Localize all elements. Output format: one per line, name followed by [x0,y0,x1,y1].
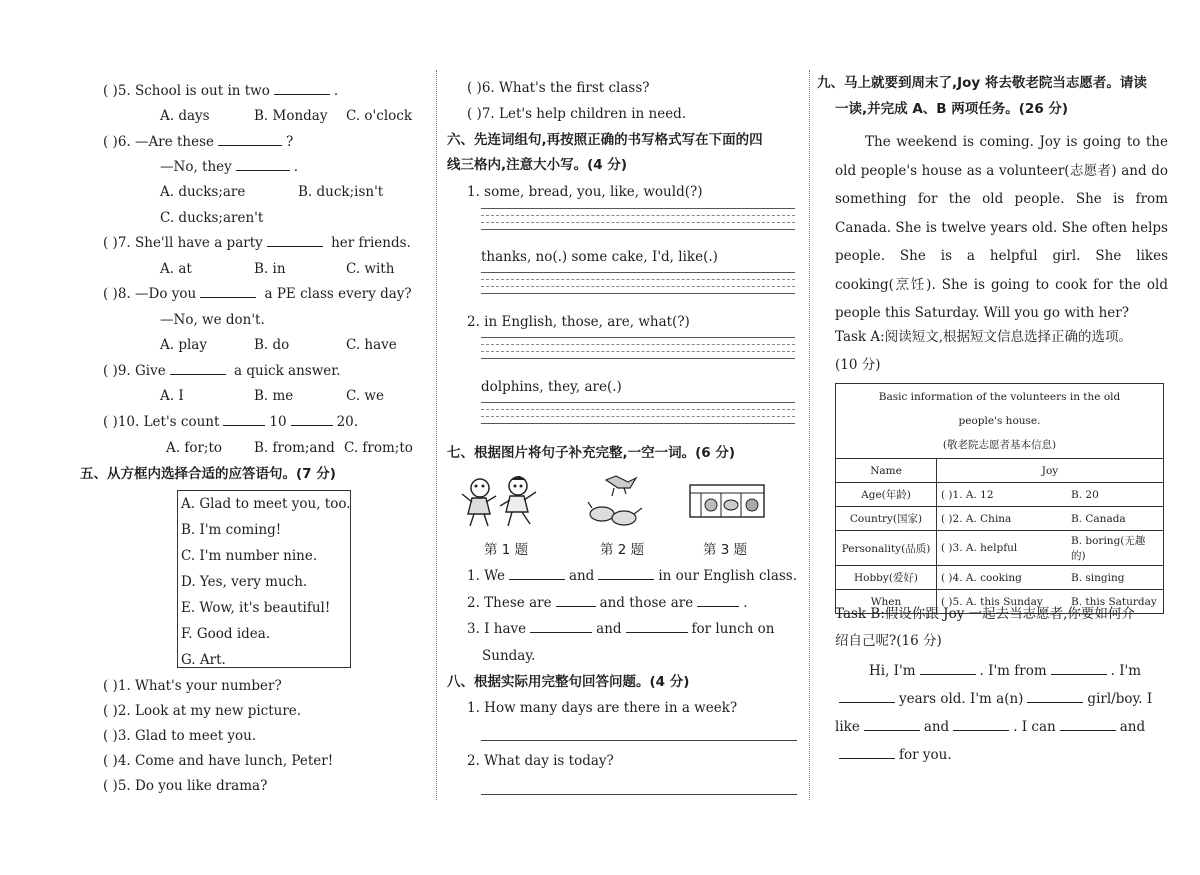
picture-sentence-2: 2. These are and those are . [467,595,748,611]
box-item: G. Art. [181,652,226,668]
picture-sentence-3: 3. I have and for lunch on [467,621,775,637]
q7-options: A. at B. in C. with [160,261,395,277]
box-item: B. I'm coming! [181,522,282,538]
table-row: Hobby(爱好) ( )4. A. cooking B. singing [836,566,1164,590]
picture-label-3: 第 3 题 [703,542,748,558]
question-9: ( )9. Give a quick answer. [103,363,341,379]
question-7-b: ( )7. Let's help children in need. [467,106,687,122]
answer-question-1: 1. How many days are there in a week? [467,700,738,716]
birds-flying-icon [584,474,650,530]
answer-line-1[interactable] [481,740,797,741]
box-item: F. Good idea. [181,626,271,642]
section-9-title-cont: 一读,并完成 A、B 两项任务。(26 分) [835,101,1069,117]
task-a-title-cont: (10 分) [835,357,881,373]
sec5-question-2: ( )2. Look at my new picture. [103,703,302,719]
question-8-reply: —No, we don't. [160,312,265,328]
picture-sentence-3-cont: Sunday. [482,648,536,664]
question-6: ( )6. —Are these ? [103,134,294,150]
question-6-b: ( )6. What's the first class? [467,80,650,96]
q5-options: A. days B. Monday C. o'clock [160,108,413,124]
box-item: A. Glad to meet you, too. [181,496,351,512]
q6-options: A. ducks;are B. duck;isn't [160,184,384,200]
sec5-question-3: ( )3. Glad to meet you. [103,728,257,744]
section-9-title: 九、马上就要到周末了,Joy 将去敬老院当志愿者。请读 [817,75,1147,91]
task-b-title-cont: 绍自己呢?(16 分) [835,633,942,649]
box-item: D. Yes, very much. [181,574,308,590]
section-7-title: 七、根据图片将句子补充完整,一空一词。(6 分) [447,445,736,461]
column-separator-2 [809,70,810,800]
question-7: ( )7. She'll have a party her friends. [103,235,411,251]
picture-sentence-1: 1. We and in our English class. [467,568,798,584]
question-5: ( )5. School is out in two . [103,83,339,99]
table-row: Name Joy [836,459,1164,483]
question-8: ( )8. —Do you a PE class every day? [103,286,412,302]
volunteer-info-table [835,383,1164,614]
reading-passage: The weekend is coming. Joy is going to the old people's house as a volunteer(志愿者) and do something for the old people. She is from Canada. She is twelve years old. She often helps people. She is a helpful girl. She likes cooking(烹饪). She is going to cook for the old people this Saturday. Will you go with her? [835,134,1168,321]
answer-options-box [177,490,351,668]
question-6-reply: —No, they . [160,159,299,175]
table-row: When ( )5. A. this Sunday B. this Saturday [836,590,1164,614]
task-a-title: Task A:阅读短文,根据短文信息选择正确的选项。 [835,329,1132,345]
answer-line-2[interactable] [481,794,797,795]
task-b-title: Task B:假设你跟 Joy 一起去当志愿者,你要如何介 [835,606,1135,622]
table-row: Personality(品质) ( )3. A. helpful B. boring(无趣的) [836,531,1164,566]
writing-lines [481,337,795,365]
picture-label-2: 第 2 题 [600,542,645,558]
intro-line-2: years old. I'm a(n) girl/boy. I [835,690,1152,708]
column-separator-1 [436,70,437,800]
table-caption: Basic information of the volunteers in the old people's house. (敬老院志愿者基本信息) [836,384,1164,459]
section-5-title: 五、从方框内选择合适的应答语句。(7 分) [80,466,336,482]
q8-options: A. play B. do C. have [160,337,397,353]
word-group-2b: dolphins, they, are(.) [481,379,622,395]
intro-line-1: Hi, I'm . I'm from . I'm [869,663,1142,679]
writing-lines [481,402,795,430]
picture-label-1: 第 1 题 [484,542,529,558]
word-group-1: 1. some, bread, you, like, would(?) [467,184,703,200]
section-6-title-cont: 线三格内,注意大小写。(4 分) [447,157,628,173]
box-item: E. Wow, it's beautiful! [181,600,331,616]
sec5-question-1: ( )1. What's your number? [103,678,282,694]
table-row: Country(国家) ( )2. A. China B. Canada [836,507,1164,531]
word-group-1b: thanks, no(.) some cake, I'd, like(.) [481,249,718,265]
q10-options: A. for;to B. from;and C. from;to [166,440,413,456]
section-8-title: 八、根据实际用完整句回答问题。(4 分) [447,674,690,690]
kids-dancing-icon [458,474,544,530]
intro-line-3: like and . I can and [835,719,1146,735]
answer-question-2: 2. What day is today? [467,753,614,769]
question-10: ( )10. Let's count 10 20. [103,414,359,430]
sec5-question-5: ( )5. Do you like drama? [103,778,268,794]
sec5-question-4: ( )4. Come and have lunch, Peter! [103,753,334,769]
q9-options: A. I B. me C. we [160,388,384,404]
writing-lines [481,272,795,300]
writing-lines [481,208,795,236]
word-group-2: 2. in English, those, are, what(?) [467,314,690,330]
intro-line-4: for you. [835,746,952,764]
box-item: C. I'm number nine. [181,548,318,564]
section-6-title: 六、先连词组句,再按照正确的书写格式写在下面的四 [447,132,763,148]
lunch-menu-icon [689,484,765,518]
table-row: Age(年龄) ( )1. A. 12 B. 20 [836,483,1164,507]
q6-option-c: C. ducks;aren't [160,210,264,226]
